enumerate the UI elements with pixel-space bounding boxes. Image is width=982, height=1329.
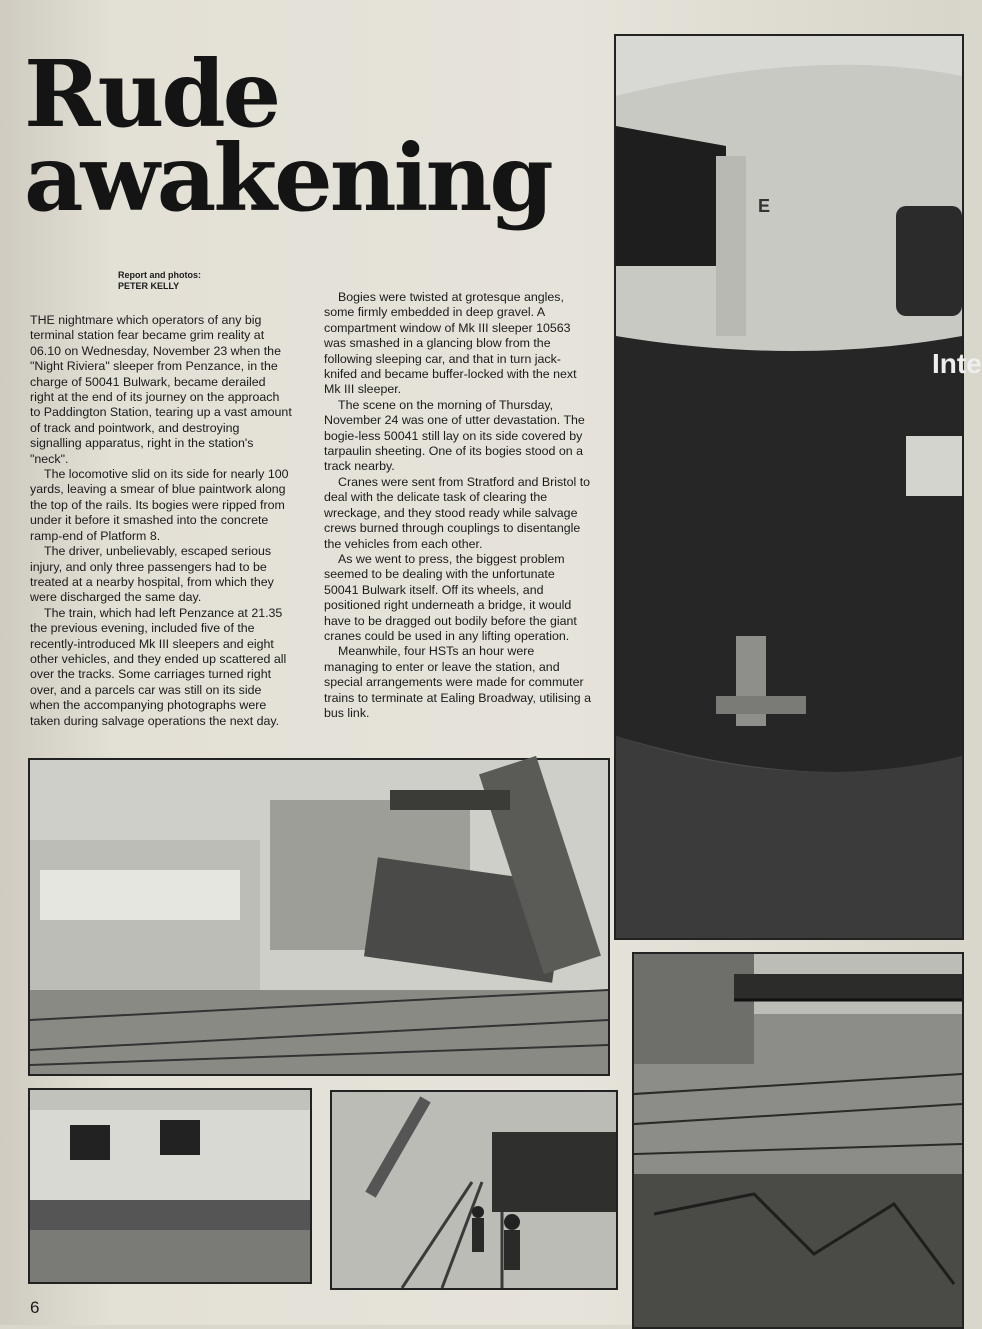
paragraph: Cranes were sent from Stratford and Bristol to deal with the delicate task of clearing the wreckage, and they stood ready while salvage crews burned through couplings to disentangle the vehicles from each other. — [324, 474, 591, 551]
headline-line-2: awakening — [24, 124, 551, 232]
paragraph: The scene on the morning of Thursday, November 24 was one of utter devastation. The bogie-less 50041 still lay on its side covered by tarpaulin sheeting. One of its bogies stood on a track nearby. — [324, 397, 585, 474]
byline-author: PETER KELLY — [118, 281, 180, 291]
paragraph: The locomotive slid on its side for nearly 100 yards, leaving a smear of blue paintwork along the top of the rails. Its bogies were ripped from under it before it smashed into the concrete ramp-end of Platform 8. — [30, 467, 289, 543]
photo-wrecked-track — [632, 952, 964, 1329]
byline-label: Report and photos: — [118, 270, 201, 280]
paragraph: THE nightmare which operators of any big terminal station fear became grim reality at 06.10 on Wednesday, November 23 when the "Night Riviera" sleeper from Penzance, in the charge of 50041 Bulwark, became derailed right at the end of its journey on the approach to Paddington Station, tearing up a vast amount of track and pointwork, and destroying signalling apparatus, right in the station's "neck". — [30, 313, 292, 466]
photo-crane-lifting-coach — [28, 758, 610, 1076]
text-column-2 — [324, 290, 592, 721]
vehicle-mark: E — [758, 196, 771, 216]
byline — [118, 270, 258, 292]
photo-derailed-coach — [28, 1088, 312, 1284]
livery-text: Inte — [932, 348, 982, 379]
photo-salvage-crew — [330, 1090, 618, 1290]
photo-locomotive-closeup — [614, 34, 982, 940]
paragraph: Meanwhile, four HSTs an hour were managing to enter or leave the station, and special arrangements were made for commuter trains to terminate at Ealing Broadway, utilising a bus link. — [324, 644, 591, 720]
headline-line-1: Rude — [24, 40, 279, 148]
paragraph: As we went to press, the biggest problem seemed to be dealing with the unfortunate 50041 Bulwark itself. Off its wheels, and positioned right underneath a bridge, it would have to be dragged out bodily before the giant cranes could be used in any lifting operation. — [324, 551, 577, 643]
article-headline — [24, 40, 584, 232]
paragraph: Bogies were twisted at grotesque angles, some firmly embedded in deep gravel. A compartment window of Mk III sleeper 10563 was smashed in a glancing blow from the following sleeping car, and that in turn jack-knifed and became buffer-locked with the next Mk III sleeper. — [324, 290, 577, 397]
page-number: 6 — [30, 1298, 40, 1317]
paragraph: The driver, unbelievably, escaped serious injury, and only three passengers had to be treated at a nearby hospital, from which they were discharged the same day. — [30, 544, 274, 605]
text-column-1 — [30, 313, 292, 729]
paragraph: The train, which had left Penzance at 21.35 the previous evening, included five of the recently-introduced Mk III sleepers and eight other vehicles, and they ended up scattered all over the tracks. Some carriages turned right over, and a parcels car was still on its side when the accompanying photographs were taken during salvage operations the next day. — [30, 605, 287, 728]
